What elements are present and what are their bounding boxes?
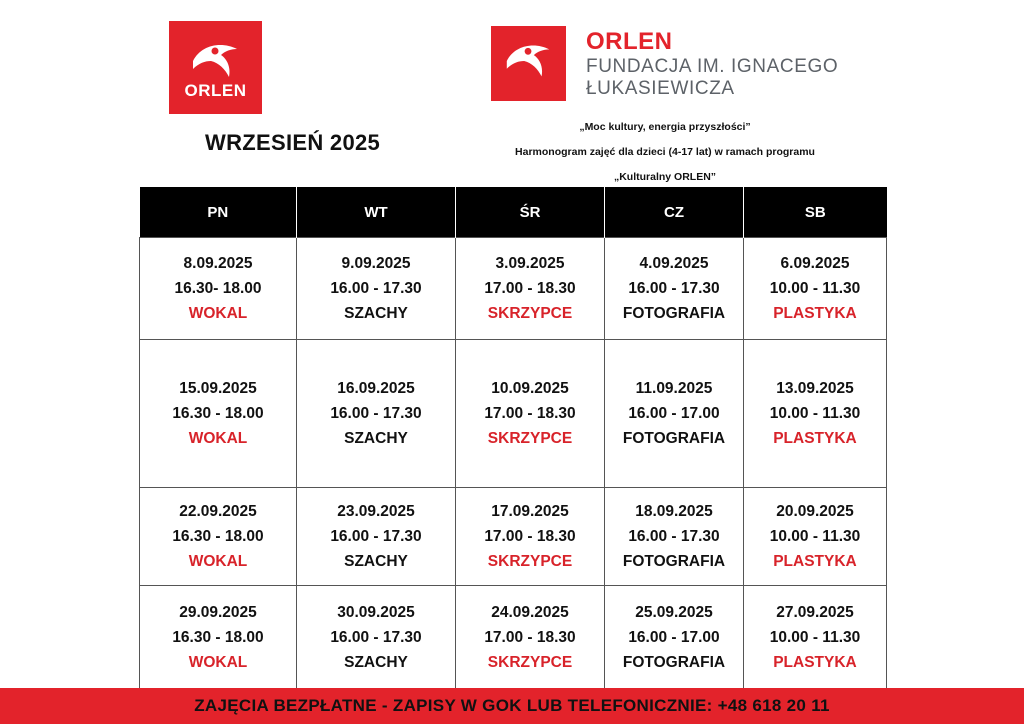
cell-time: 16.00 - 17.30: [628, 528, 720, 545]
program-name: „Kulturalny ORLEN”: [613, 171, 717, 183]
orlen-eagle-icon: [187, 39, 245, 81]
cell-date: 8.09.2025: [183, 255, 253, 272]
header-cell-cz: CZ: [605, 187, 744, 238]
cell-activity: FOTOGRAFIA: [622, 305, 726, 322]
cell-date: 9.09.2025: [341, 255, 411, 272]
cell-date: 18.09.2025: [635, 503, 713, 520]
schedule-cell: [456, 488, 605, 586]
cell-time: 16.00 - 17.30: [330, 528, 422, 545]
cell-time: 16.00 - 17.30: [628, 280, 720, 297]
cell-time: 16.00 - 17.30: [330, 405, 422, 422]
foundation-line-2: ŁUKASIEWICZA: [586, 78, 735, 99]
cell-activity: SKRZYPCE: [487, 654, 573, 671]
orlen-logo: [169, 21, 262, 114]
cell-date: 24.09.2025: [491, 604, 569, 621]
cell-date: 23.09.2025: [337, 503, 415, 520]
header-cell-pn: PN: [140, 187, 297, 238]
cell-date: 3.09.2025: [495, 255, 565, 272]
cell-activity: SZACHY: [344, 430, 408, 447]
cell-time: 17.00 - 18.30: [484, 528, 576, 545]
cell-activity: SKRZYPCE: [487, 553, 573, 570]
table-row: [140, 488, 887, 586]
schedule-table: [139, 187, 887, 690]
foundation-name: [586, 30, 838, 98]
cell-time: 16.00 - 17.00: [628, 629, 720, 646]
cell-time: 16.30- 18.00: [174, 280, 262, 297]
schedule-cell: [140, 488, 297, 586]
cell-activity: FOTOGRAFIA: [622, 654, 726, 671]
cell-date: 20.09.2025: [776, 503, 854, 520]
cell-activity: WOKAL: [188, 430, 248, 447]
schedule-cell: [744, 488, 887, 586]
cell-activity: SZACHY: [344, 654, 408, 671]
cell-date: 17.09.2025: [491, 503, 569, 520]
schedule-cell: [744, 238, 887, 340]
cell-time: 10.00 - 11.30: [769, 629, 861, 646]
cell-time: 17.00 - 18.30: [484, 280, 576, 297]
cell-date: 25.09.2025: [635, 604, 713, 621]
schedule-cell: [140, 340, 297, 488]
schedule-cell: [605, 238, 744, 340]
cell-activity: SKRZYPCE: [487, 305, 573, 322]
schedule-cell: [297, 488, 456, 586]
schedule-cell: [456, 340, 605, 488]
header-cell-sb: SB: [744, 187, 887, 238]
cell-date: 13.09.2025: [776, 380, 854, 397]
cell-date: 29.09.2025: [179, 604, 257, 621]
schedule-cell: [744, 340, 887, 488]
schedule-cell: [140, 586, 297, 690]
cell-time: 10.00 - 11.30: [769, 528, 861, 545]
cell-date: 4.09.2025: [639, 255, 709, 272]
logo-text: ORLEN: [184, 81, 247, 100]
cell-date: 10.09.2025: [491, 380, 569, 397]
schedule-cell: [140, 238, 297, 340]
cell-activity: WOKAL: [188, 654, 248, 671]
cell-date: 22.09.2025: [179, 503, 257, 520]
cell-date: 27.09.2025: [776, 604, 854, 621]
cell-activity: WOKAL: [188, 553, 248, 570]
cell-time: 16.30 - 18.00: [172, 405, 264, 422]
foundation-line-1: FUNDACJA IM. IGNACEGO: [586, 56, 839, 77]
cell-time: 16.30 - 18.00: [172, 629, 264, 646]
header-cell-sr: ŚR: [456, 187, 605, 238]
cell-activity: FOTOGRAFIA: [622, 553, 726, 570]
cell-activity: SZACHY: [344, 553, 408, 570]
cell-activity: SZACHY: [344, 305, 408, 322]
cell-time: 16.00 - 17.00: [628, 405, 720, 422]
header-cell-wt: WT: [297, 187, 456, 238]
foundation-brand: ORLEN: [586, 28, 673, 55]
schedule-cell: [605, 340, 744, 488]
footer-text: ZAJĘCIA BEZPŁATNE - ZAPISY W GOK LUB TELEFONICZNIE: +48 618 20 11: [194, 696, 830, 715]
table-header-row: [140, 187, 887, 238]
cell-date: 15.09.2025: [179, 380, 257, 397]
schedule-cell: [605, 488, 744, 586]
cell-activity: SKRZYPCE: [487, 430, 573, 447]
schedule-cell: [605, 586, 744, 690]
cell-date: 16.09.2025: [337, 380, 415, 397]
schedule-cell: [297, 586, 456, 690]
cell-time: 16.00 - 17.30: [330, 629, 422, 646]
schedule-cell: [456, 586, 605, 690]
cell-activity: FOTOGRAFIA: [622, 430, 726, 447]
cell-date: 6.09.2025: [780, 255, 850, 272]
footer-banner: [0, 688, 1024, 724]
program-description: Harmonogram zajęć dla dzieci (4-17 lat) w ramach programu: [515, 146, 815, 158]
schedule-cell: [297, 340, 456, 488]
cell-activity: PLASTYKA: [773, 305, 857, 322]
cell-date: 30.09.2025: [337, 604, 415, 621]
cell-date: 11.09.2025: [635, 380, 713, 397]
cell-time: 16.00 - 17.30: [330, 280, 422, 297]
schedule-cell: [297, 238, 456, 340]
program-motto: „Moc kultury, energia przyszłości”: [579, 121, 751, 133]
cell-time: 10.00 - 11.30: [769, 405, 861, 422]
month-title: WRZESIEŃ 2025: [205, 130, 381, 155]
foundation-logo: [491, 26, 566, 101]
cell-time: 17.00 - 18.30: [484, 629, 576, 646]
table-row: [140, 340, 887, 488]
cell-activity: PLASTYKA: [773, 654, 857, 671]
cell-activity: PLASTYKA: [773, 430, 857, 447]
cell-time: 17.00 - 18.30: [484, 405, 576, 422]
table-row: [140, 586, 887, 690]
cell-activity: PLASTYKA: [773, 553, 857, 570]
schedule-cell: [456, 238, 605, 340]
orlen-eagle-icon: [501, 38, 557, 82]
schedule-cell: [744, 586, 887, 690]
cell-activity: WOKAL: [188, 305, 248, 322]
table-row: [140, 238, 887, 340]
cell-time: 10.00 - 11.30: [769, 280, 861, 297]
cell-time: 16.30 - 18.00: [172, 528, 264, 545]
